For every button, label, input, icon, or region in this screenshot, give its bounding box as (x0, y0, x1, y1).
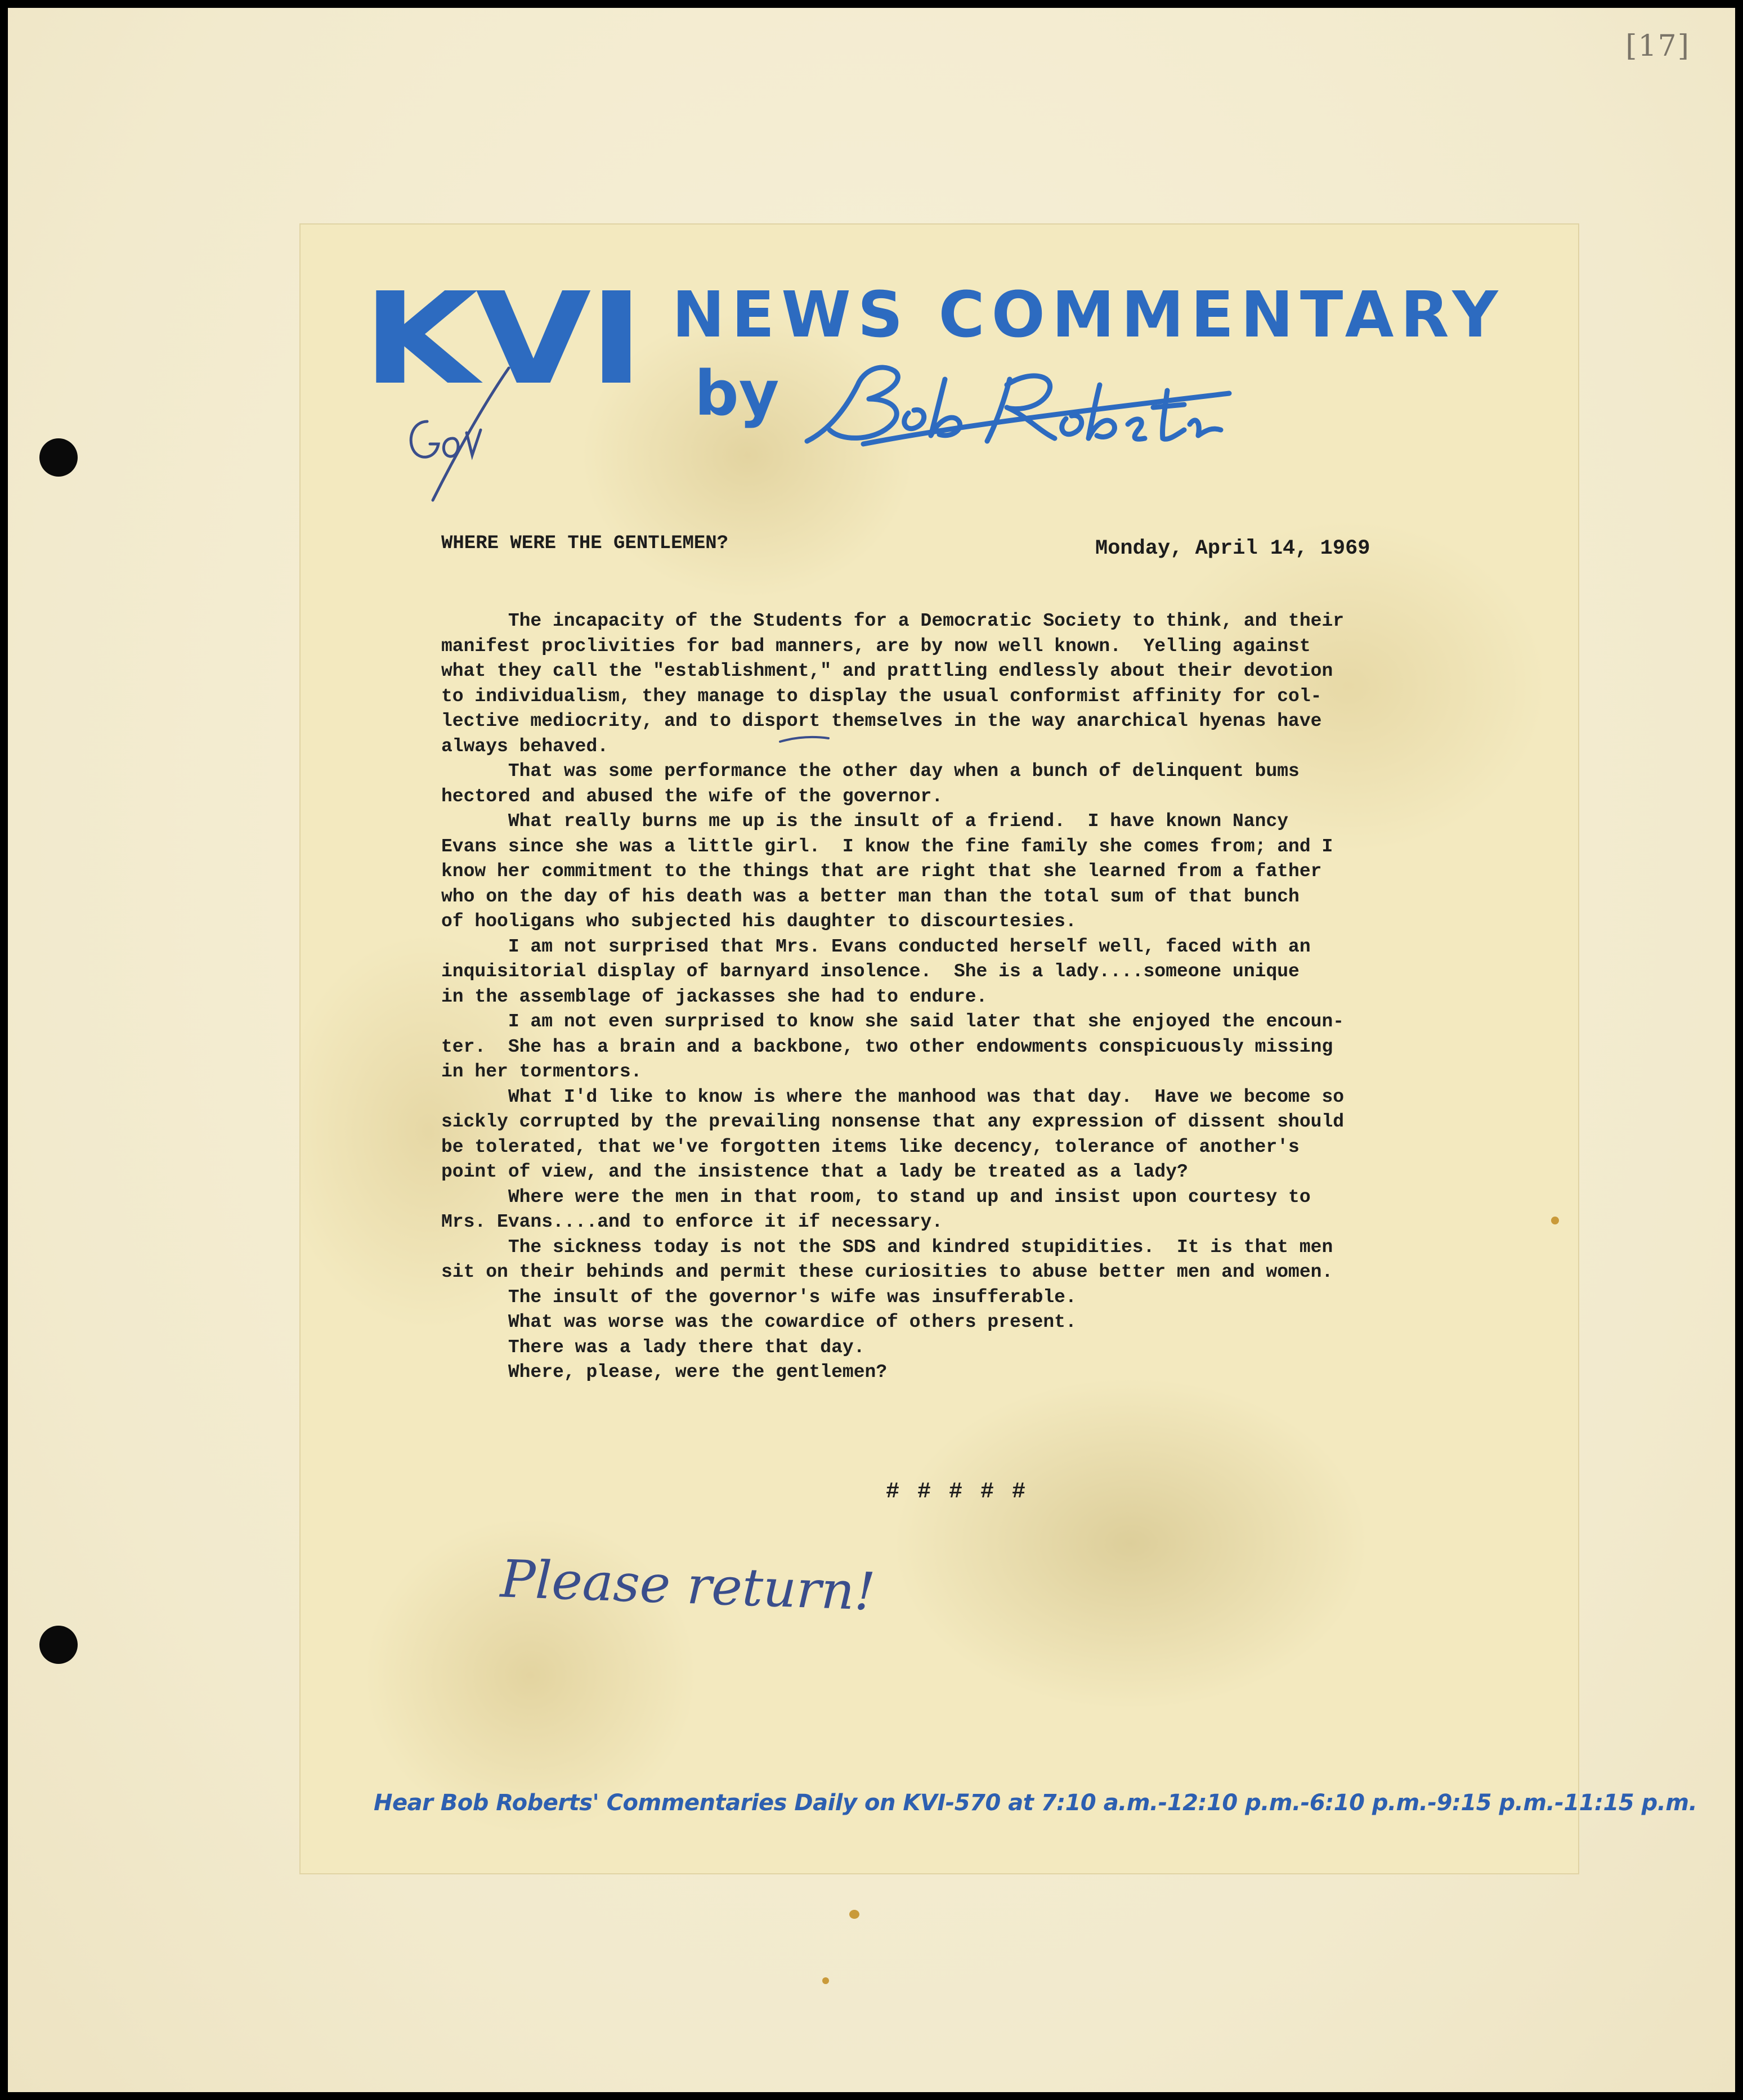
body-line: I am not surprised that Mrs. Evans conducted herself well, faced with an (441, 936, 1311, 957)
body-line: The insult of the governor's wife was insufferable. (441, 1286, 1077, 1308)
station-logo: KVI (362, 266, 642, 413)
signature-bob-roberts (796, 345, 1235, 458)
letterhead-by: by (694, 357, 779, 429)
body-line: always behaved. (441, 735, 609, 757)
body-line: I am not even surprised to know she said later that she enjoyed the encoun- (441, 1011, 1345, 1032)
body-line: point of view, and the insistence that a lady be treated as a lady? (441, 1161, 1188, 1182)
body-line: be tolerated, that we've forgotten items like decency, tolerance of another's (441, 1136, 1300, 1157)
body-line: ter. She has a brain and a backbone, two other endowments conspicuously missing (441, 1036, 1333, 1057)
scrapbook-page (8, 8, 1735, 2092)
broadcast-schedule-footer: Hear Bob Roberts' Commentaries Daily on KVI-570 at 7:10 a.m.-12:10 p.m.-6:10 p.m.-9:15 p.m.-11:15 p.m. (374, 1790, 1697, 1816)
body-line: sit on their behinds and permit these curiosities to abuse better men and women. (441, 1262, 1333, 1282)
handwritten-please-return: Please return! (499, 1549, 877, 1622)
handwritten-underline (779, 734, 830, 745)
end-mark: # # # # # (886, 1479, 1028, 1505)
body-line: in the assemblage of jackasses she had to endure. (441, 986, 988, 1007)
commentary-sheet (301, 225, 1697, 1873)
body-line: inquisitorial display of barnyard insolence. She is a lady....someone unique (441, 961, 1300, 982)
body-line: lective mediocrity, and to disport themselves in the way anarchical hyenas have (441, 711, 1322, 732)
body-line: know her commitment to the things that are right that she learned from a father (441, 861, 1322, 882)
handwritten-gov-annotation (388, 360, 517, 506)
body-line: Evans since she was a little girl. I know the fine family she comes from; and I (441, 836, 1333, 857)
body-line: manifest proclivities for bad manners, are by now well known. Yelling against (441, 635, 1311, 657)
body-line: what they call the "establishment," and prattling endlessly about their devotion (441, 661, 1333, 681)
binder-hole-bottom (39, 1626, 78, 1664)
body-line: Where, please, were the gentlemen? (441, 1362, 888, 1383)
letterhead-title: NEWS COMMENTARY (672, 279, 1505, 352)
body-line: Mrs. Evans....and to enforce it if necessary. (441, 1211, 943, 1232)
body-line: hectored and abused the wife of the governor. (441, 786, 943, 807)
commentary-body (441, 609, 1454, 1385)
commentary-heading: WHERE WERE THE GENTLEMEN? (441, 533, 729, 554)
body-line: of hooligans who subjected his daughter to discourtesies. (441, 911, 1077, 932)
body-line: in her tormentors. (441, 1061, 642, 1082)
body-line: What was worse was the cowardice of others present. (441, 1312, 1077, 1332)
body-line: The incapacity of the Students for a Democratic Society to think, and their (441, 611, 1345, 631)
stain-spot (822, 1977, 829, 1984)
stain-spot (849, 1910, 859, 1919)
body-line: That was some performance the other day when a bunch of delinquent bums (441, 761, 1300, 782)
body-line: who on the day of his death was a better man than the total sum of that bunch (441, 886, 1300, 907)
binder-hole-top (39, 438, 78, 477)
body-line: There was a lady there that day. (441, 1336, 865, 1358)
body-line: sickly corrupted by the prevailing nonsense that any expression of dissent should (441, 1111, 1345, 1132)
body-line: to individualism, they manage to display the usual conformist affinity for col- (441, 685, 1322, 707)
body-line: What really burns me up is the insult of a friend. I have known Nancy (441, 811, 1289, 832)
body-line: Where were the men in that room, to stand up and insist upon courtesy to (441, 1186, 1311, 1208)
commentary-date: Monday, April 14, 1969 (1095, 537, 1370, 560)
body-line: What I'd like to know is where the manhood was that day. Have we become so (441, 1086, 1345, 1107)
body-line: The sickness today is not the SDS and kindred stupidities. It is that men (441, 1236, 1333, 1258)
stain-spot (1551, 1217, 1559, 1224)
archive-page-number: [17] (1625, 29, 1690, 63)
